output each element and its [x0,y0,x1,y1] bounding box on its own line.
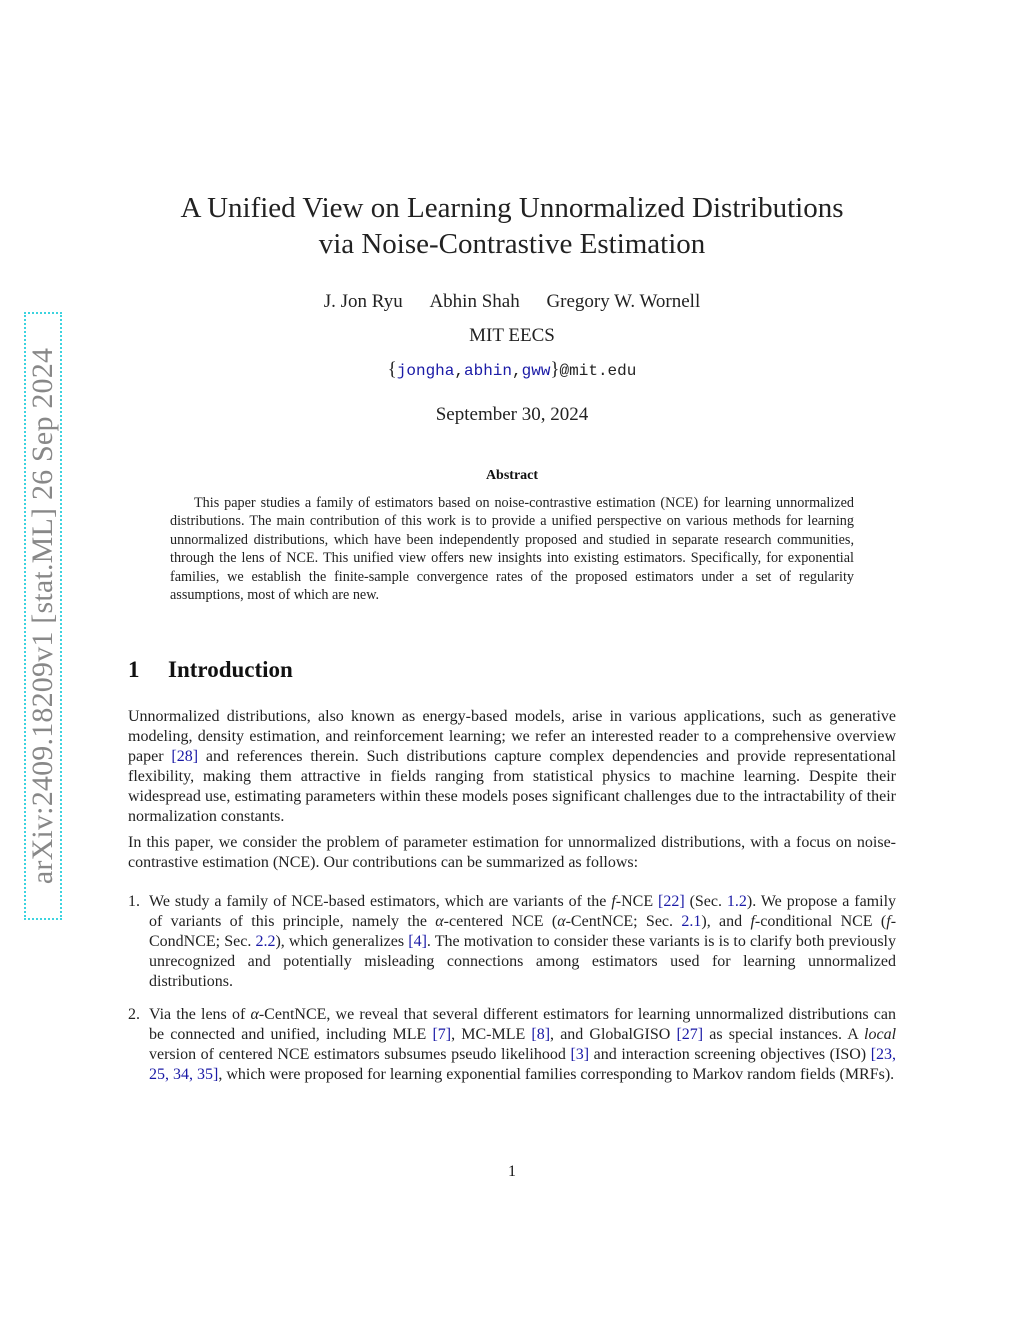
email-line [0,359,1024,381]
arxiv-stamp-text: arXiv:2409.18209v1 [stat.ML] 26 Sep 2024 [26,347,59,885]
email-sep-2: , [512,362,522,380]
citation-link[interactable]: [3] [570,1046,590,1063]
citation-link[interactable]: [27] [676,1026,704,1043]
paper-date: September 30, 2024 [435,404,589,425]
email-domain: @mit.edu [559,362,637,380]
paper-title [0,190,1024,262]
list-item-number: 1. [128,893,140,910]
author-list [0,291,1024,313]
intro-p1-text-b: and references therein. Such distributions capture complex dependencies and provide representational flexibility, making them attractive in fields ranging from statistical physics to machine learning. Despite their widespread use, estimating parameters within these models poses significant challenges due to the intractability of their normalization constants. [128,748,897,825]
citation-link[interactable]: [28] [171,748,199,765]
section-link[interactable]: 2.1 [681,913,702,930]
intro-paragraph-1 [128,707,896,827]
section-number: 1 [128,657,140,682]
author-2: Abhin Shah [429,291,520,312]
email-link-abhin[interactable]: abhin [463,362,512,380]
intro-paragraph-2: In this paper, we consider the problem of parameter estimation for unnormalized distributions, with a focus on noise-contrastive estimation (NCE). Our contributions can be summarized as follows: [128,834,896,871]
author-3: Gregory W. Wornell [546,291,701,312]
affiliation: MIT EECS [469,325,555,346]
email-link-jongha[interactable]: jongha [396,362,455,380]
brace-open: { [387,359,397,380]
section-title: Introduction [168,657,293,682]
abstract-heading: Abstract [485,468,539,483]
list-item-text: Via the lens of α-CentNCE, we reveal that several different estimators for learning unnormalized distributions can be connected and unified, including MLE [7], MC-MLE [8], and GlobalGISO [27] as special instances. A local version of centered NCE estimators subsumes pseudo likelihood [3] and interaction screening objectives (ISO) [23, 25, 34, 35], which were proposed for learning exponential families corresponding to Markov random fields (MRFs). [149,1006,897,1083]
section-link[interactable]: 2.2 [255,933,276,950]
email-sep-1: , [454,362,464,380]
author-1: J. Jon Ryu [323,291,403,312]
title-line-1: A Unified View on Learning Unnormalized Distributions [180,192,844,224]
citation-link[interactable]: [8] [531,1026,551,1043]
section-link[interactable]: 1.2 [726,893,747,910]
citation-link[interactable]: [22] [658,893,685,910]
list-item-text: We study a family of NCE-based estimators, which are variants of the f-NCE [22] (Sec. 1.2). We propose a family of variants of this principle, namely the α-centered NCE (α-CentNCE; Sec. 2.1), and f-conditional NCE (f-CondNCE; Sec. 2.2), which generalizes [4]. The motivation to consider these variants is is to clarify both previously unrecognized and potentially misleading connections among estimators used for learning unnormalized distributions. [149,893,897,990]
list-item-number: 2. [128,1006,140,1023]
citation-link[interactable]: [23, 25, 34, 35] [149,1046,897,1083]
list-item [128,1005,896,1085]
abstract-text: This paper studies a family of estimators based on noise-contrastive estimation (NCE) for learning unnormalized distributions. The main contribution of this work is to provide a unified perspective on various methods for learning unnormalized distributions, which have been independently proposed and studied in separate research communities, through the lens of NCE. This unified view offers new insights into existing estimators. Specifically, for exponential families, we establish the finite-sample convergence rates of the proposed estimators under a set of regularity assumptions, most of which are new. [170,495,854,604]
citation-link[interactable]: [7] [432,1026,452,1043]
intro-p1-text-a: Unnormalized distributions, also known as energy-based models, arise in various applications, such as generative modeling, density estimation, and reinforcement learning; we refer an interested reader to a comprehensive overview paper [128,708,896,765]
section-heading [128,657,293,683]
citation-link[interactable]: [4] [408,933,427,950]
email-link-gww[interactable]: gww [521,362,551,380]
brace-close: } [550,359,560,380]
title-line-2: via Noise-Contrastive Estimation [318,228,706,260]
page-number: 1 [508,1163,516,1180]
list-item [128,892,896,992]
